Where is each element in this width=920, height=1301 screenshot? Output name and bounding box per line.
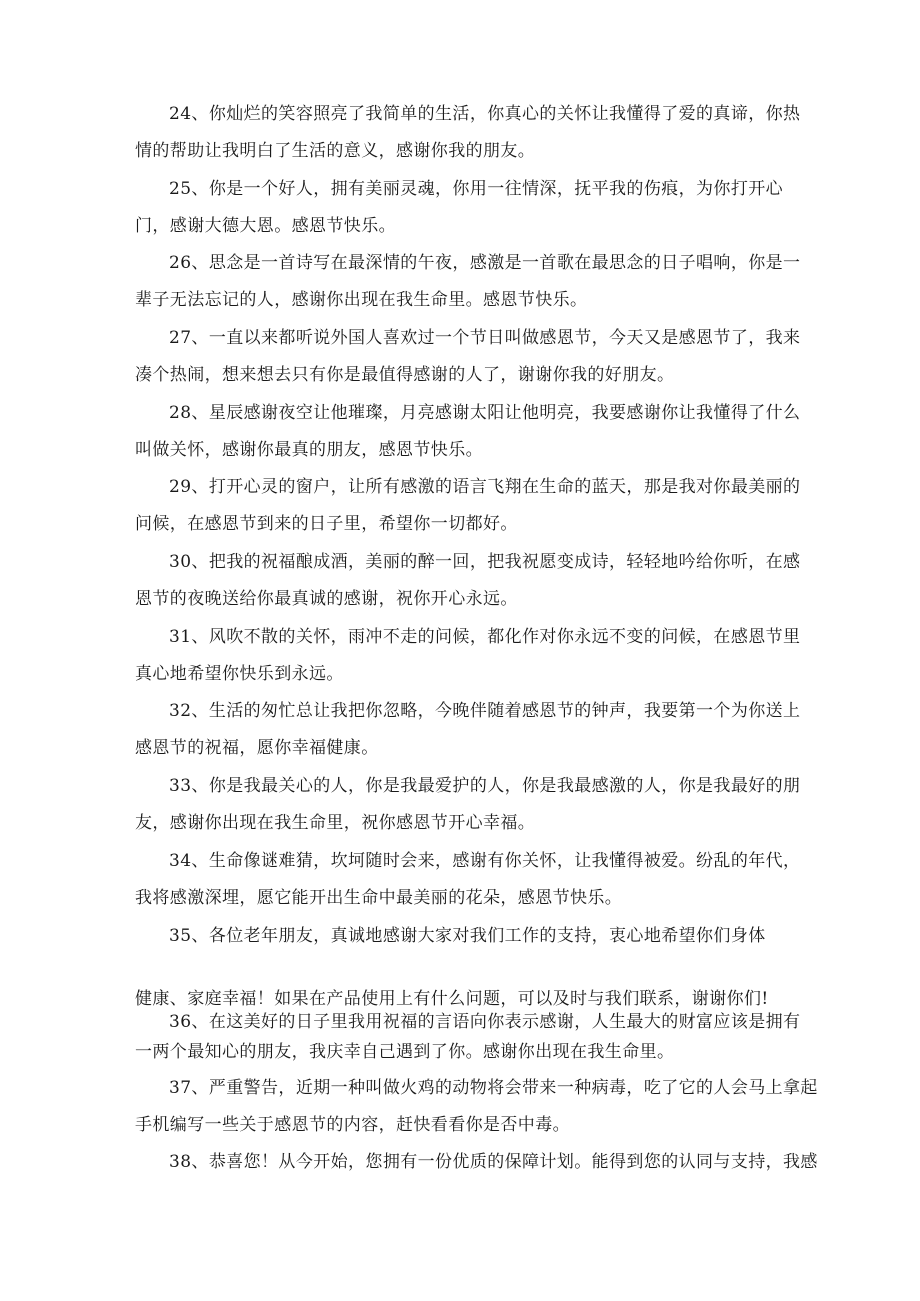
paragraph-line: 问候，在感恩节到来的日子里，希望你一切都好。 bbox=[135, 514, 518, 534]
paragraph-line: 35、各位老年朋友，真诚地感谢大家对我们工作的支持，衷心地希望你们身体 bbox=[169, 926, 766, 946]
paragraph-line: 31、风吹不散的关怀，雨冲不走的问候，都化作对你永远不变的问候，在感恩节里 bbox=[169, 627, 801, 647]
paragraph-29 bbox=[135, 469, 801, 543]
paragraph-line: 36、在这美好的日子里我用祝福的言语向你表示感谢，人生最大的财富应该是拥有 bbox=[169, 1012, 801, 1032]
paragraph-line: 32、生活的匆忙总让我把你忽略，今晚伴随着感恩节的钟声，我要第一个为你送上 bbox=[169, 701, 801, 721]
paragraph-line: 真心地希望你快乐到永远。 bbox=[135, 664, 344, 684]
paragraph-line: 34、生命像谜难猜，坎坷随时会来，感谢有你关怀，让我懂得被爱。纷乱的年代， bbox=[169, 851, 801, 871]
paragraph-26 bbox=[135, 245, 801, 319]
paragraph-line: 一两个最知心的朋友，我庆幸自己遇到了你。感谢你出现在我生命里。 bbox=[135, 1042, 675, 1062]
paragraph-25 bbox=[135, 171, 795, 245]
paragraph-line: 友，感谢你出现在我生命里，祝你感恩节开心幸福。 bbox=[135, 813, 536, 833]
paragraph-line: 健康、家庭幸福！如果在产品使用上有什么问题，可以及时与我们联系，谢谢你们! bbox=[135, 989, 769, 1009]
paragraph-line: 辈子无法忘记的人，感谢你出现在我生命里。感恩节快乐。 bbox=[135, 290, 588, 310]
paragraph-line: 感恩节的祝福，愿你幸福健康。 bbox=[135, 738, 379, 758]
paragraph-32 bbox=[135, 693, 801, 767]
paragraph-37 bbox=[135, 1070, 818, 1144]
paragraph-line: 我将感激深埋，愿它能开出生命中最美丽的花朵，感恩节快乐。 bbox=[135, 888, 623, 908]
paragraph-28 bbox=[135, 395, 801, 469]
paragraph-line: 26、思念是一首诗写在最深情的午夜，感激是一首歌在最思念的日子唱响，你是一 bbox=[169, 253, 801, 273]
paragraph-line: 33、你是我最关心的人，你是我最爱护的人，你是我最感激的人，你是我最好的朋 bbox=[169, 776, 801, 796]
paragraph-30 bbox=[135, 544, 801, 618]
paragraph-31 bbox=[135, 619, 801, 693]
paragraph-line: 30、把我的祝福酿成酒，美丽的醉一回，把我祝愿变成诗，轻轻地吟给你听，在感 bbox=[169, 552, 801, 572]
paragraph-33 bbox=[135, 768, 801, 842]
paragraph-line: 手机编写一些关于感恩节的内容，赶快看看你是否中毒。 bbox=[135, 1115, 570, 1135]
paragraph-27 bbox=[135, 320, 801, 394]
paragraph-line: 情的帮助让我明白了生活的意义，感谢你我的朋友。 bbox=[135, 141, 536, 161]
paragraph-line: 凑个热闹，想来想去只有你是最值得感谢的人了，谢谢你我的好朋友。 bbox=[135, 365, 675, 385]
paragraph-24 bbox=[135, 96, 801, 170]
paragraph-line: 38、恭喜您！从今开始，您拥有一份优质的保障计划。能得到您的认同与支持，我感 bbox=[169, 1152, 818, 1172]
paragraph-line: 叫做关怀，感谢你最真的朋友，感恩节快乐。 bbox=[135, 440, 483, 460]
paragraph-line: 恩节的夜晚送给你最真诚的感谢，祝你开心永远。 bbox=[135, 589, 518, 609]
paragraph-line: 25、你是一个好人，拥有美丽灵魂，你用一往情深，抚平我的伤痕，为你打开心 bbox=[169, 179, 784, 199]
paragraph-35 bbox=[135, 918, 795, 1018]
paragraph-line: 24、你灿烂的笑容照亮了我简单的生活，你真心的关怀让我懂得了爱的真谛，你热 bbox=[169, 104, 801, 124]
paragraph-line: 27、一直以来都听说外国人喜欢过一个节日叫做感恩节，今天又是感恩节了，我来 bbox=[169, 328, 801, 348]
paragraph-line: 29、打开心灵的窗户，让所有感激的语言飞翔在生命的蓝天，那是我对你最美丽的 bbox=[169, 477, 801, 497]
paragraph-38 bbox=[135, 1144, 818, 1181]
paragraph-36 bbox=[135, 1007, 801, 1067]
paragraph-line: 37、严重警告，近期一种叫做火鸡的动物将会带来一种病毒，吃了它的人会马上拿起 bbox=[169, 1078, 818, 1098]
paragraph-line: 28、星辰感谢夜空让他璀璨，月亮感谢太阳让他明亮，我要感谢你让我懂得了什么 bbox=[169, 403, 801, 423]
paragraph-line: 门，感谢大德大恩。感恩节快乐。 bbox=[135, 216, 396, 236]
paragraph-34 bbox=[135, 843, 801, 917]
